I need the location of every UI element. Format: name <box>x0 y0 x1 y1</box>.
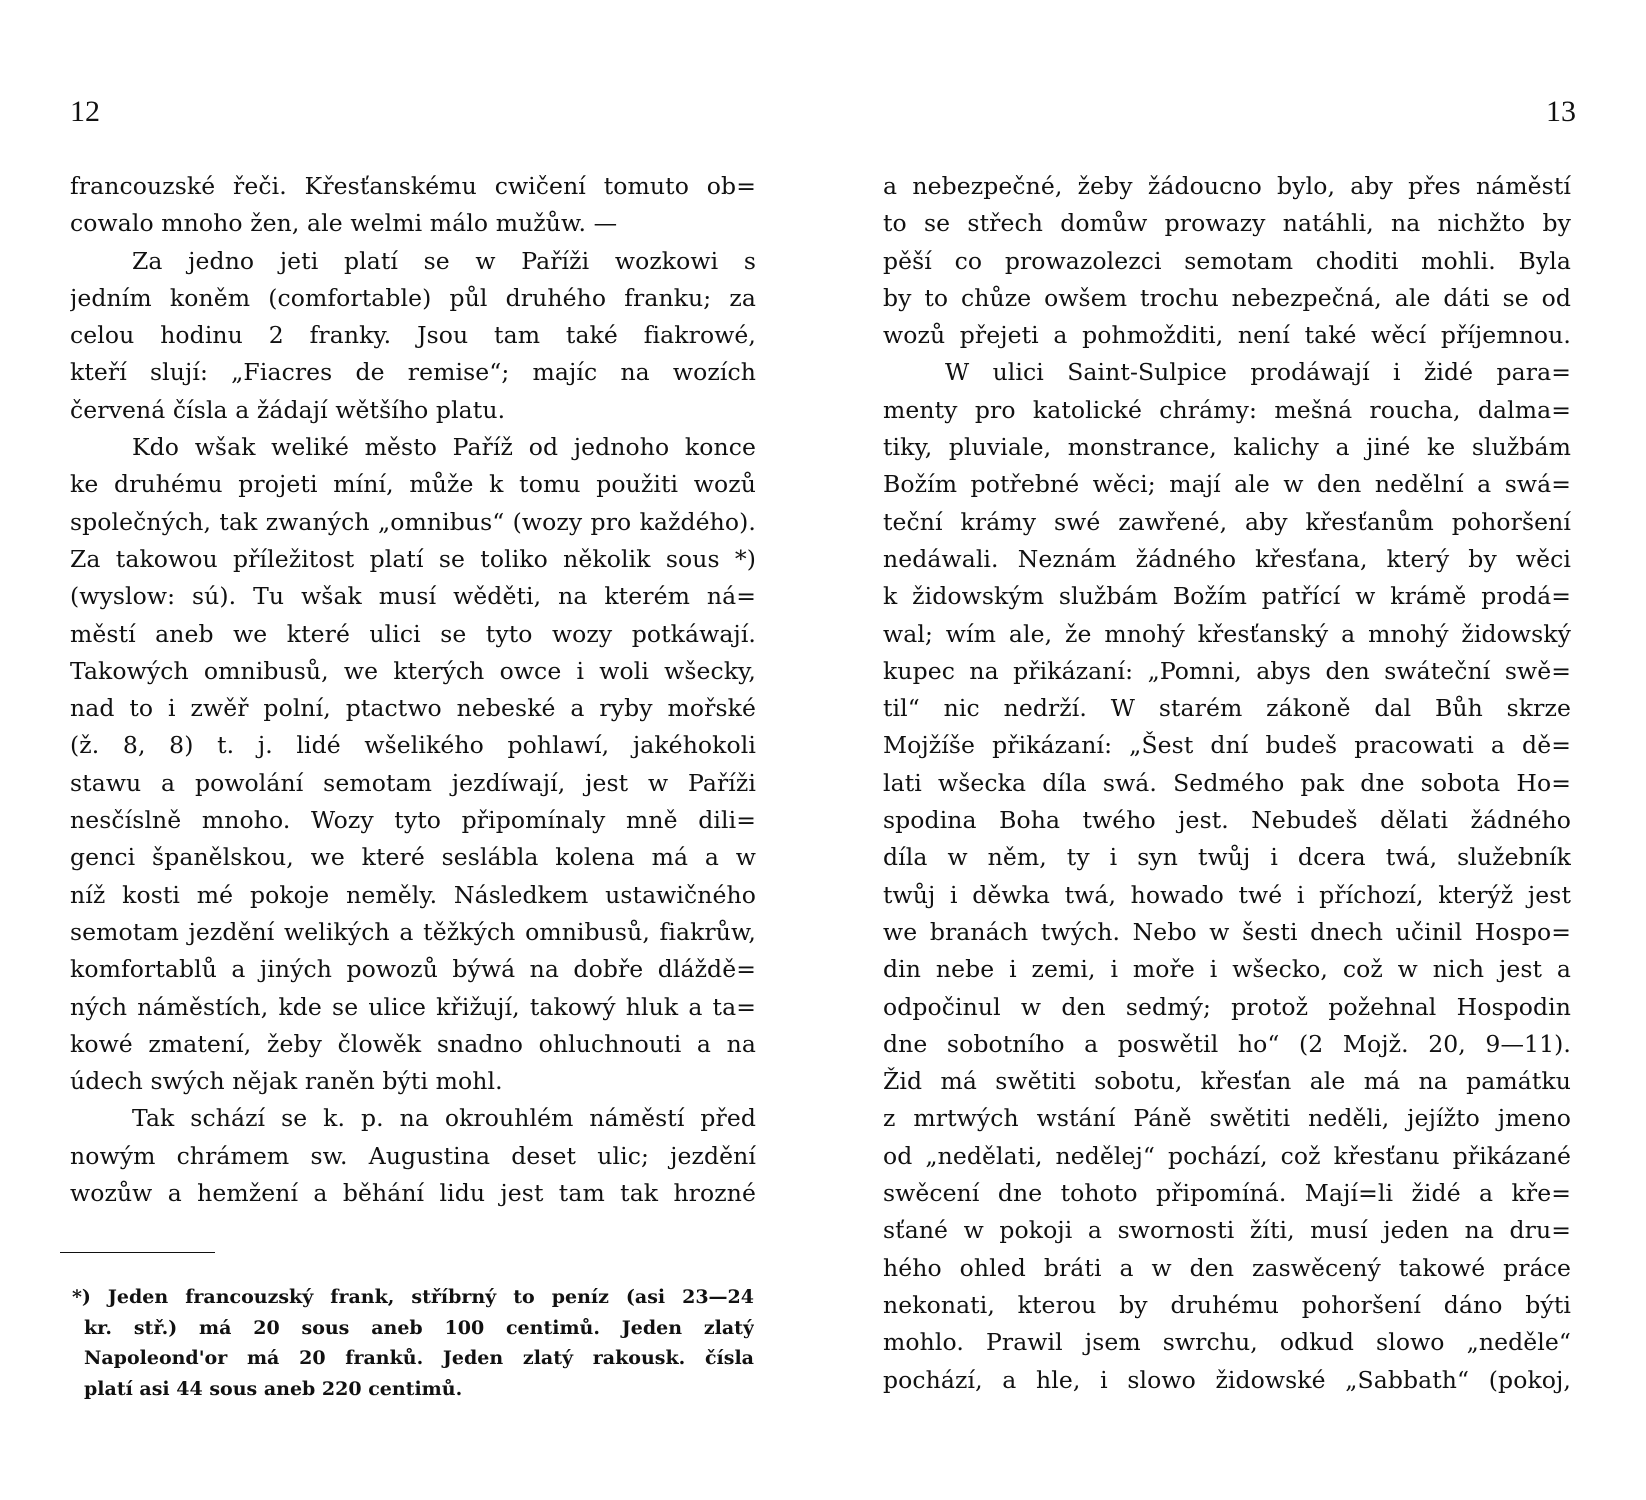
text-line: Kdo wšak weliké město Paříž od jednoho konce <box>132 433 756 462</box>
text-line: díla w něm, ty i syn twůj i dcera twá, služebník <box>883 843 1571 872</box>
text-line: Za jedno jeti platí se w Paříži wozkowi s <box>132 246 756 275</box>
footnote-divider <box>60 1252 215 1253</box>
text-line: til“ nic nedrží. W starém zákoně dal Bůh skrze <box>883 694 1571 723</box>
right-page <box>823 0 1646 1500</box>
text-line: ných náměstích, kde se ulice křižují, takowý hluk a ta= <box>70 992 756 1021</box>
text-line: mohlo. Prawil jsem swrchu, odkud slowo „neděle“ <box>883 1328 1571 1357</box>
text-line: wozůw a hemžení a běhání lidu jest tam tak hrozné <box>70 1179 756 1208</box>
text-line: pochází, a hle, i slowo židowské „Sabbath“ (pokoj, <box>883 1365 1571 1394</box>
text-line: swěcení dne tohoto připomíná. Mají=li židé a kře= <box>883 1179 1571 1208</box>
text-line: kowé zmatení, žeby člowěk snadno ohluchnouti a na <box>70 1029 756 1058</box>
text-line: nekonati, kterou by druhému pohoršení dáno býti <box>883 1290 1571 1319</box>
text-line: z mrtwých wstání Páně swětiti neděli, jejížto jmeno <box>883 1104 1571 1133</box>
text-line: Za takowou příležitost platí se toliko několik sous *) <box>70 544 756 573</box>
text-line: údech swých nějak raněn býti mohl. <box>70 1067 503 1096</box>
footnote-line: kr. stř.) má 20 sous aneb 100 centimů. Jeden zlatý <box>84 1316 754 1339</box>
text-line: kupec na přikázaní: „Pomni, abys den swáteční swě= <box>883 656 1571 685</box>
text-line: teční krámy swé zawřené, aby křesťanům pohoršení <box>883 507 1571 536</box>
text-line: k židowským službám Božím patřící w krámě prodá= <box>883 582 1571 611</box>
text-line: menty pro katolické chrámy: mešná roucha, dalma= <box>883 395 1571 424</box>
text-line: we branách twých. Nebo w šesti dnech učinil Hospo= <box>883 917 1571 946</box>
text-line: komfortablů a jiných powozů býwá na dobře dláždě= <box>70 955 756 984</box>
text-line: nesčíslně mnoho. Wozy tyto připomínaly mně dili= <box>70 806 756 835</box>
text-line: W ulici Saint-Sulpice prodáwají i židé para= <box>945 358 1571 387</box>
text-line: semotam jezdění welikých a těžkých omnibusů, fiakrůw, <box>70 917 756 946</box>
text-line: společných, tak zwaných „omnibus“ (wozy pro každého). <box>70 507 756 536</box>
text-line: to se střech domůw prowazy natáhli, na nichžto by <box>883 209 1571 238</box>
text-line: tiky, pluviale, monstrance, kalichy a jiné ke službám <box>883 433 1571 462</box>
text-line: sťané w pokoji a swornosti žíti, musí jeden na dru= <box>883 1216 1571 1245</box>
text-line: din nebe i zemi, i moře i wšecko, což w nich jest a <box>883 955 1571 984</box>
text-line: genci španělskou, we které seslábla kolena má a w <box>70 843 756 872</box>
text-line: červená čísla a žádají wětšího platu. <box>70 395 506 424</box>
page-number: 13 <box>1546 95 1576 128</box>
text-line: a nebezpečné, žeby žádoucno bylo, aby přes náměstí <box>883 172 1571 200</box>
body-text <box>883 168 1571 1399</box>
text-line: nedáwali. Neznám žádného křesťana, který by wěci <box>883 544 1571 573</box>
footnote-line: *) Jeden francouzský frank, stříbrný to peníz (asi 23—24 <box>72 1286 754 1308</box>
text-line: Tak schází se k. p. na okrouhlém náměstí před <box>132 1104 756 1133</box>
text-line: hého ohled bráti a w den zaswěcený takowé práce <box>883 1253 1571 1282</box>
text-line: pěší co prowazolezci semotam choditi mohli. Byla <box>883 246 1571 275</box>
text-line: odpočinul w den sedmý; protož požehnal Hospodin <box>883 992 1571 1021</box>
body-text <box>70 168 756 1212</box>
text-line: Božím potřebné wěci; mají ale w den nedělní a swá= <box>883 470 1571 499</box>
text-line: celou hodinu 2 franky. Jsou tam také fiakrowé, <box>70 321 756 350</box>
page-number: 12 <box>70 95 100 128</box>
footnote-line: Napoleond'or má 20 franků. Jeden zlatý rakousk. čísla <box>84 1347 754 1369</box>
text-line: městí aneb we které ulici se tyto wozy potkáwají. <box>70 619 756 648</box>
text-line: nowým chrámem sw. Augustina deset ulic; jezdění <box>70 1141 756 1170</box>
text-line: by to chůze owšem trochu nebezpečná, ale dáti se od <box>883 283 1571 312</box>
text-line: nad to i zwěř polní, ptactwo nebeské a ryby mořské <box>70 694 756 723</box>
text-line: lati wšecka díla swá. Sedmého pak dne sobota Ho= <box>883 768 1571 797</box>
footnote <box>72 1282 754 1404</box>
text-line: níž kosti mé pokoje neměly. Následkem ustawičného <box>70 880 756 909</box>
text-line: wozů přejeti a pohmožditi, není také wěcí příjemnou. <box>883 321 1571 350</box>
text-line: twůj i děwka twá, howado twé i příchozí, kterýž jest <box>883 880 1571 909</box>
text-line: spodina Boha twého jest. Nebudeš dělati žádného <box>883 806 1571 835</box>
text-line: wal; wím ale, že mnohý křesťanský a mnohý židowský <box>883 619 1571 648</box>
text-line: cowalo mnoho žen, ale welmi málo mužůw. — <box>70 209 618 238</box>
footnote-line: platí asi 44 sous aneb 220 centimů. <box>84 1377 463 1400</box>
text-line: od „nedělati, nedělej“ pochází, což křesťanu přikázané <box>883 1141 1571 1170</box>
text-line: Mojžíše přikázaní: „Šest dní budeš pracowati a dě= <box>883 731 1571 760</box>
text-line: ke druhému projeti míní, může k tomu použiti wozů <box>70 470 756 499</box>
text-line: kteří slují: „Fiacres de remise“; majíc na wozích <box>70 358 756 387</box>
text-line: Žid má swětiti sobotu, křesťan ale má na památku <box>883 1067 1571 1096</box>
text-line: dne sobotního a poswětil ho“ (2 Mojž. 20, 9—11). <box>883 1029 1571 1058</box>
text-line: jedním koněm (comfortable) půl druhého franku; za <box>70 283 756 312</box>
text-line: Takowých omnibusů, we kterých owce i woli wšecky, <box>70 656 756 685</box>
text-line: (ž. 8, 8) t. j. lidé wšelikého pohlawí, jakéhokoli <box>70 731 756 760</box>
text-line: stawu a powolání semotam jezdíwají, jest w Paříži <box>70 768 756 797</box>
text-line: (wyslow: sú). Tu wšak musí wěděti, na kterém ná= <box>70 582 756 611</box>
text-line: francouzské řeči. Křesťanskému cwičení tomuto ob= <box>70 172 756 200</box>
